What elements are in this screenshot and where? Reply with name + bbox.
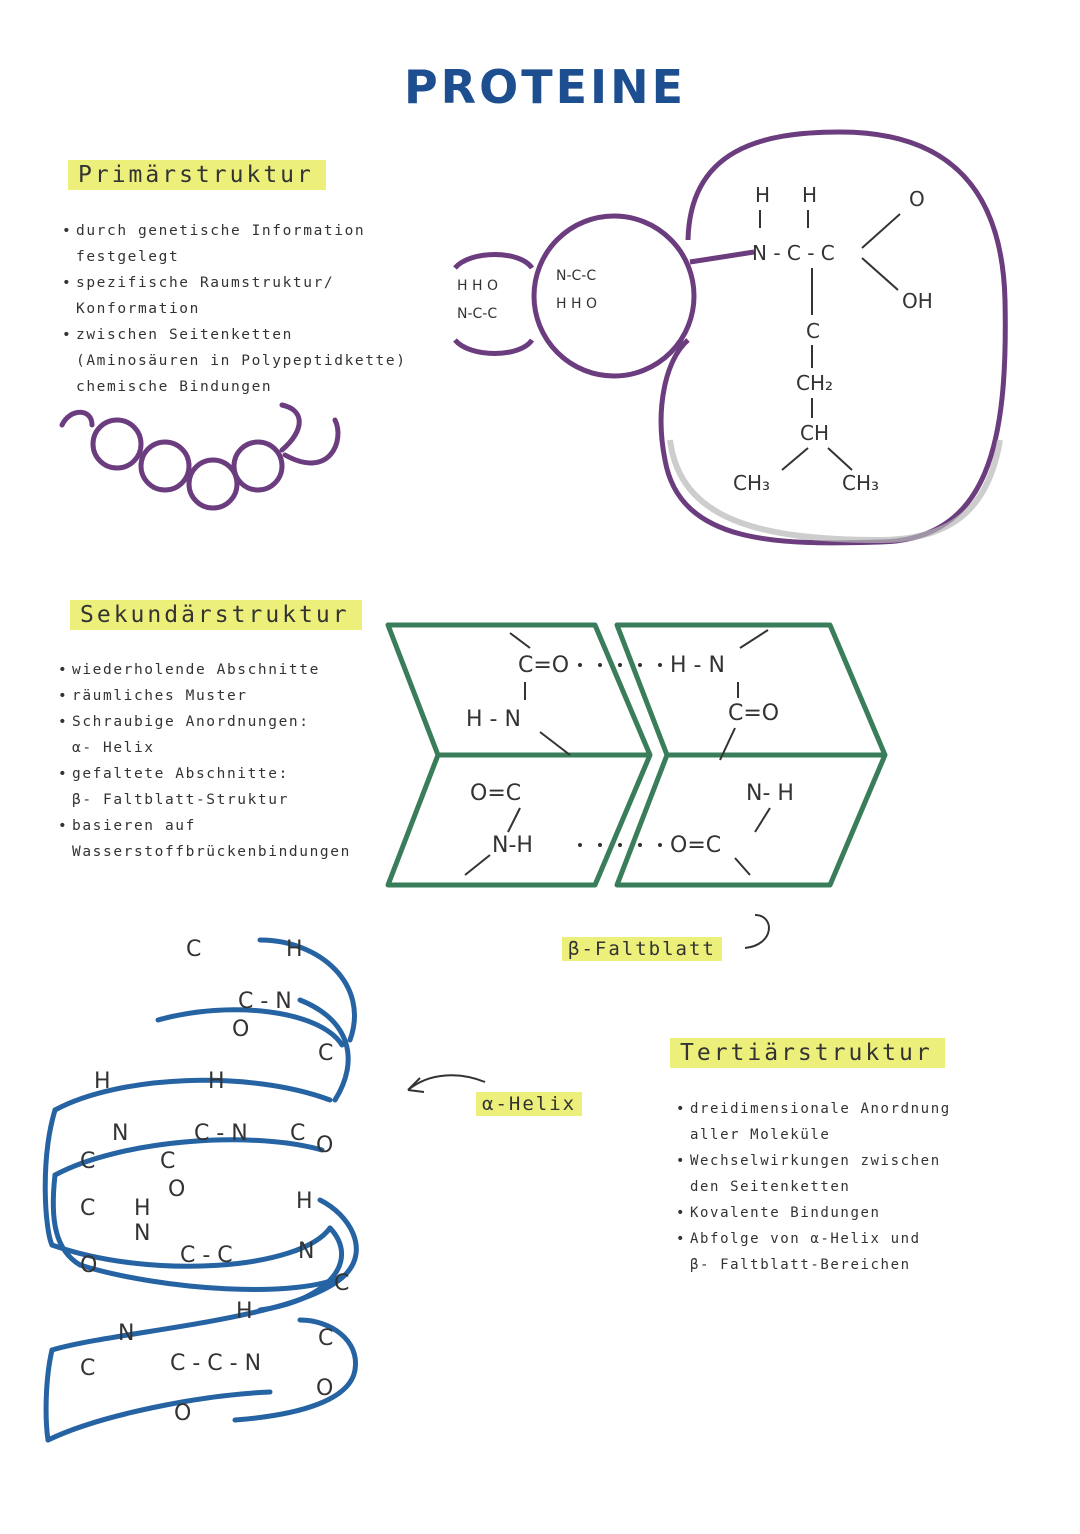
helix-label: α-Helix <box>476 1093 582 1115</box>
svg-text:CH₂: CH₂ <box>796 371 834 395</box>
svg-text:C=O: C=O <box>728 701 780 726</box>
page-title: PROTEINE <box>403 60 687 114</box>
svg-text:H - N: H - N <box>670 653 725 678</box>
note-item: β- Faltblatt-Struktur <box>72 792 289 808</box>
svg-text:N- H: N- H <box>746 781 794 806</box>
svg-text:C=O: C=O <box>518 653 570 678</box>
svg-text:O: O <box>174 1401 192 1426</box>
note-item: • dreidimensionale Anordnung <box>676 1096 996 1122</box>
svg-text:OH: OH <box>902 289 933 313</box>
note-item: • Abfolge von α-Helix und <box>676 1226 996 1252</box>
note-item: den Seitenketten <box>690 1179 851 1195</box>
svg-text:C: C <box>186 937 202 962</box>
svg-text:N: N <box>112 1121 129 1146</box>
note-item: Konformation <box>76 301 200 317</box>
note-item: α- Helix <box>72 740 155 756</box>
formula-small <box>457 268 597 322</box>
svg-text:CH₃: CH₃ <box>842 471 880 495</box>
svg-text:C: C <box>318 1041 334 1066</box>
note-item: • durch genetische Information <box>62 218 422 244</box>
svg-text:C - N: C - N <box>194 1121 248 1146</box>
note-item: • wiederholende Abschnitte <box>58 657 378 683</box>
faltblatt-label: β-Faltblatt <box>562 938 722 960</box>
note-item: • Kovalente Bindungen <box>676 1200 996 1226</box>
svg-text:O: O <box>80 1253 98 1278</box>
note-item: festgelegt <box>76 249 180 265</box>
amino-acid-chain-icon <box>62 405 338 508</box>
amino-acid-formula <box>733 183 933 495</box>
svg-text:C: C <box>806 319 820 343</box>
svg-text:N: N <box>298 1239 315 1264</box>
note-item: aller Moleküle <box>690 1127 831 1143</box>
svg-text:C: C <box>80 1149 96 1174</box>
svg-text:C: C <box>160 1149 176 1174</box>
note-item: Wasserstoffbrückenbindungen <box>72 844 351 860</box>
note-item: • räumliches Muster <box>58 683 378 709</box>
note-item: • Schraubige Anordnungen: <box>58 709 378 735</box>
svg-text:CH: CH <box>800 421 830 445</box>
helix-arrow-icon <box>408 1075 485 1090</box>
svg-text:H H O: H H O <box>556 296 597 312</box>
svg-text:N: N <box>134 1221 151 1246</box>
svg-text:O: O <box>232 1017 250 1042</box>
note-item: • Wechselwirkungen zwischen <box>676 1148 996 1174</box>
svg-text:H: H <box>296 1189 313 1214</box>
note-item: β- Faltblatt-Bereichen <box>690 1257 911 1273</box>
svg-text:O: O <box>316 1133 334 1158</box>
svg-text:C: C <box>318 1326 334 1351</box>
svg-text:N-C-C: N-C-C <box>556 268 597 284</box>
svg-text:O=C: O=C <box>670 833 722 858</box>
svg-text:H: H <box>286 937 303 962</box>
sekundaer-heading: Sekundärstruktur <box>70 602 362 628</box>
svg-text:H: H <box>802 183 818 207</box>
svg-text:H: H <box>755 183 771 207</box>
svg-text:H: H <box>208 1069 225 1094</box>
faltblatt-pointer-icon <box>745 915 769 948</box>
svg-text:N-C-C: N-C-C <box>457 306 498 322</box>
svg-text:C - N: C - N <box>238 989 292 1014</box>
svg-text:C: C <box>334 1271 350 1296</box>
svg-text:O=C: O=C <box>470 781 522 806</box>
svg-text:C: C <box>290 1121 306 1146</box>
svg-text:CH₃: CH₃ <box>733 471 771 495</box>
note-item: • zwischen Seitenketten <box>62 322 422 348</box>
note-item: • gefaltete Abschnitte: <box>58 761 378 787</box>
svg-text:H: H <box>94 1069 111 1094</box>
svg-text:O: O <box>168 1177 186 1202</box>
note-item: chemische Bindungen <box>76 379 273 395</box>
svg-text:H H O: H H O <box>457 278 498 294</box>
note-item: • basieren auf <box>58 813 378 839</box>
note-item: • spezifische Raumstruktur/ <box>62 270 422 296</box>
svg-text:O: O <box>909 187 925 211</box>
note-item: (Aminosäuren in Polypeptidkette) <box>76 353 407 369</box>
beta-sheet-icon <box>388 625 885 885</box>
svg-text:N - C - C: N - C - C <box>752 241 835 265</box>
svg-text:H: H <box>134 1196 151 1221</box>
tertiaer-heading: Tertiärstruktur <box>670 1040 945 1066</box>
primaer-heading: Primärstruktur <box>68 162 326 188</box>
svg-text:O: O <box>316 1376 334 1401</box>
svg-text:N: N <box>118 1321 135 1346</box>
svg-text:C: C <box>80 1356 96 1381</box>
svg-text:H: H <box>236 1299 253 1324</box>
svg-text:N-H: N-H <box>492 833 533 858</box>
svg-text:C - C - N: C - C - N <box>170 1351 262 1376</box>
svg-text:C: C <box>80 1196 96 1221</box>
svg-text:C - C: C - C <box>180 1243 233 1268</box>
svg-text:H - N: H - N <box>466 707 521 732</box>
